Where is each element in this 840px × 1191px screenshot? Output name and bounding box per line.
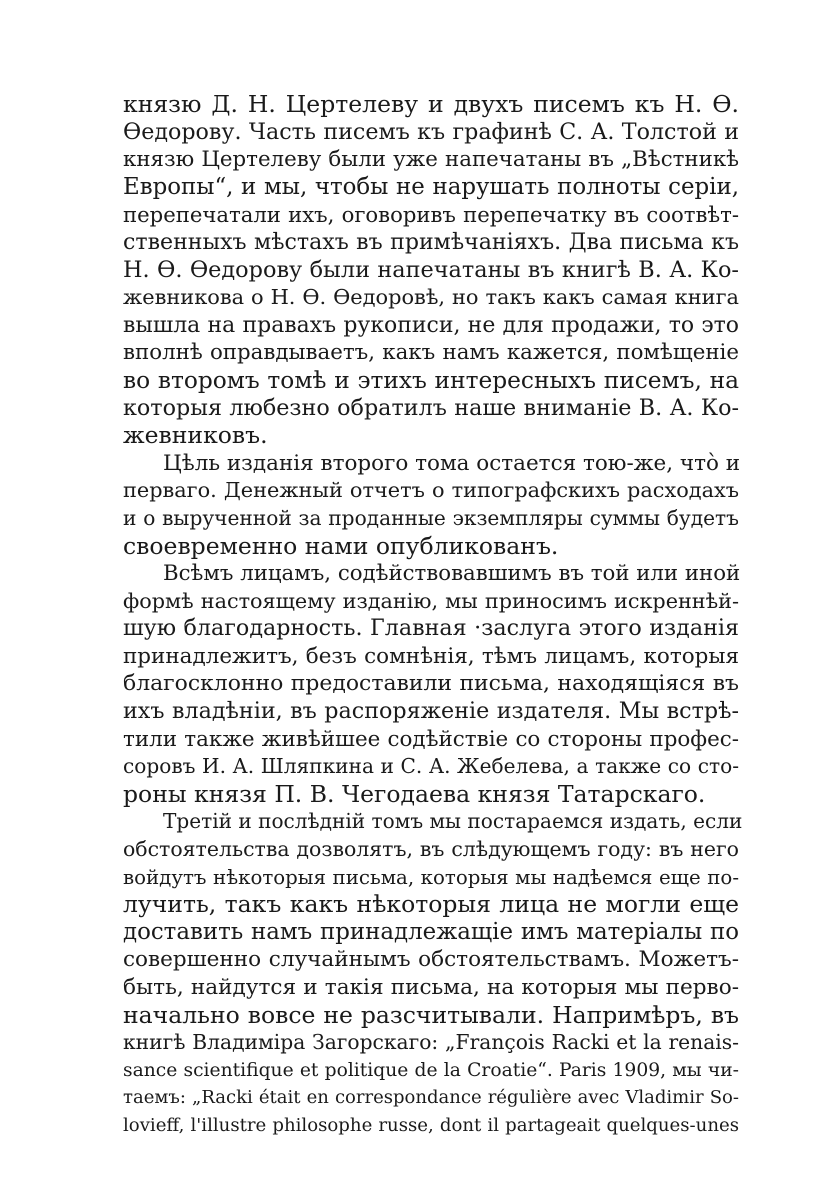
text-line: совершенно случайнымъ обстоятельствамъ. Можетъ- [123,947,739,973]
text-line: которыя любезно обратилъ наше вниманіе В. А. Ко- [123,394,739,421]
text-line: Ѳедорову. Часть писемъ къ графинѣ С. А. Толстой и [123,118,739,145]
text-line: вышла на правахъ рукописи, не для продажи, то это [123,312,739,338]
text-line: войдутъ нѣкоторыя письма, которыя мы надѣемся еще по- [123,865,739,889]
text-line: вполнѣ оправдываетъ, какъ намъ кажется, помѣщеніе [123,340,739,366]
text-line: благосклонно предоставили письма, находящіяся въ [123,671,739,697]
paragraph-2 [123,450,739,560]
text-line: быть, найдутся и такія письма, на которыя мы перво- [123,975,739,1000]
text-line: Цѣль изданія второго тома остается тою-же, что̀ и [163,450,741,476]
text-line: доставить намъ принадлежащіе имъ матеріалы по [123,918,739,945]
text-line: перваго. Денежный отчетъ о типографскихъ расходахъ [123,478,739,503]
text-line: книгѣ Владиміра Загорскаго: „François Racki et la renais- [123,1030,739,1055]
text-line: жевникова о Н. Ѳ. Ѳедоровѣ, но такъ какъ самая книга [123,285,739,310]
text-line: соровъ И. А. Шляпкина и С. А. Жебелева, а также со сто- [123,754,739,779]
body-text [123,90,743,1140]
text-line: жевниковъ. [123,421,268,450]
text-line: lovieff, l'illustre philosophe russe, dont il partageait quelques-unes [123,1114,739,1136]
text-line: во второмъ томѣ и этихъ интересныхъ писемъ, на [123,366,739,394]
text-line: роны князя П. В. Чегодаева князя Татарскаго. [123,779,706,808]
text-line: князю Цертелеву были уже напечатаны въ „Вѣстникѣ [123,147,739,173]
text-line: sance scientifique et politique de la Croatie“. Paris 1909, мы чи- [123,1059,739,1081]
text-line: Н. Ѳ. Ѳедорову были напечатаны въ книгѣ В. А. Ко- [123,256,739,283]
text-line: ственныхъ мѣстахъ въ примѣчаніяхъ. Два письма къ [123,228,739,255]
paragraph-1 [123,91,739,450]
text-line: принадлежитъ, безъ сомнѣнія, тѣмъ лицамъ, которыя [123,643,739,669]
text-line: Европы“, и мы, чтобы не нарушать полноты серіи, [123,173,739,200]
text-line: таемъ: „Racki était en correspondance régulière avec Vladimir So- [123,1087,739,1109]
text-line: своевременно нами опубликованъ. [123,531,559,560]
paragraph-3 [123,560,739,808]
text-line: и о вырученной за проданные экземпляры суммы будетъ [123,505,739,530]
text-line: Третій и послѣдній томъ мы постараемся издать, если [163,809,743,834]
text-line: Всѣмъ лицамъ, содѣйствовавшимъ въ той или иной [163,561,741,587]
paragraph-4 [123,808,743,1139]
text-line: ихъ владѣніи, въ распоряженіе издателя. Мы встрѣ- [123,698,739,725]
text-line: лучить, такъ какъ нѣкоторыя лица не могли еще [123,890,739,919]
text-line: обстоятельства дозволятъ, въ слѣдующемъ году: въ него [123,837,739,862]
text-line: князю Д. Н. Цертелеву и двухъ писемъ къ Н. Ѳ. [123,90,739,118]
text-line: тили также живѣйшее содѣйствіе со стороны профес- [123,726,739,752]
text-line: шую благодарность. Главная ·заслуга этого изданія [123,615,739,642]
text-line: перепечатали ихъ, оговоривъ перепечатку въ соотвѣт- [123,202,739,228]
text-line: формѣ настоящему изданію, мы приносимъ искреннѣй- [123,588,739,613]
text-line: начально вовсе не разсчитывали. Напримѣръ, въ [123,1000,739,1029]
